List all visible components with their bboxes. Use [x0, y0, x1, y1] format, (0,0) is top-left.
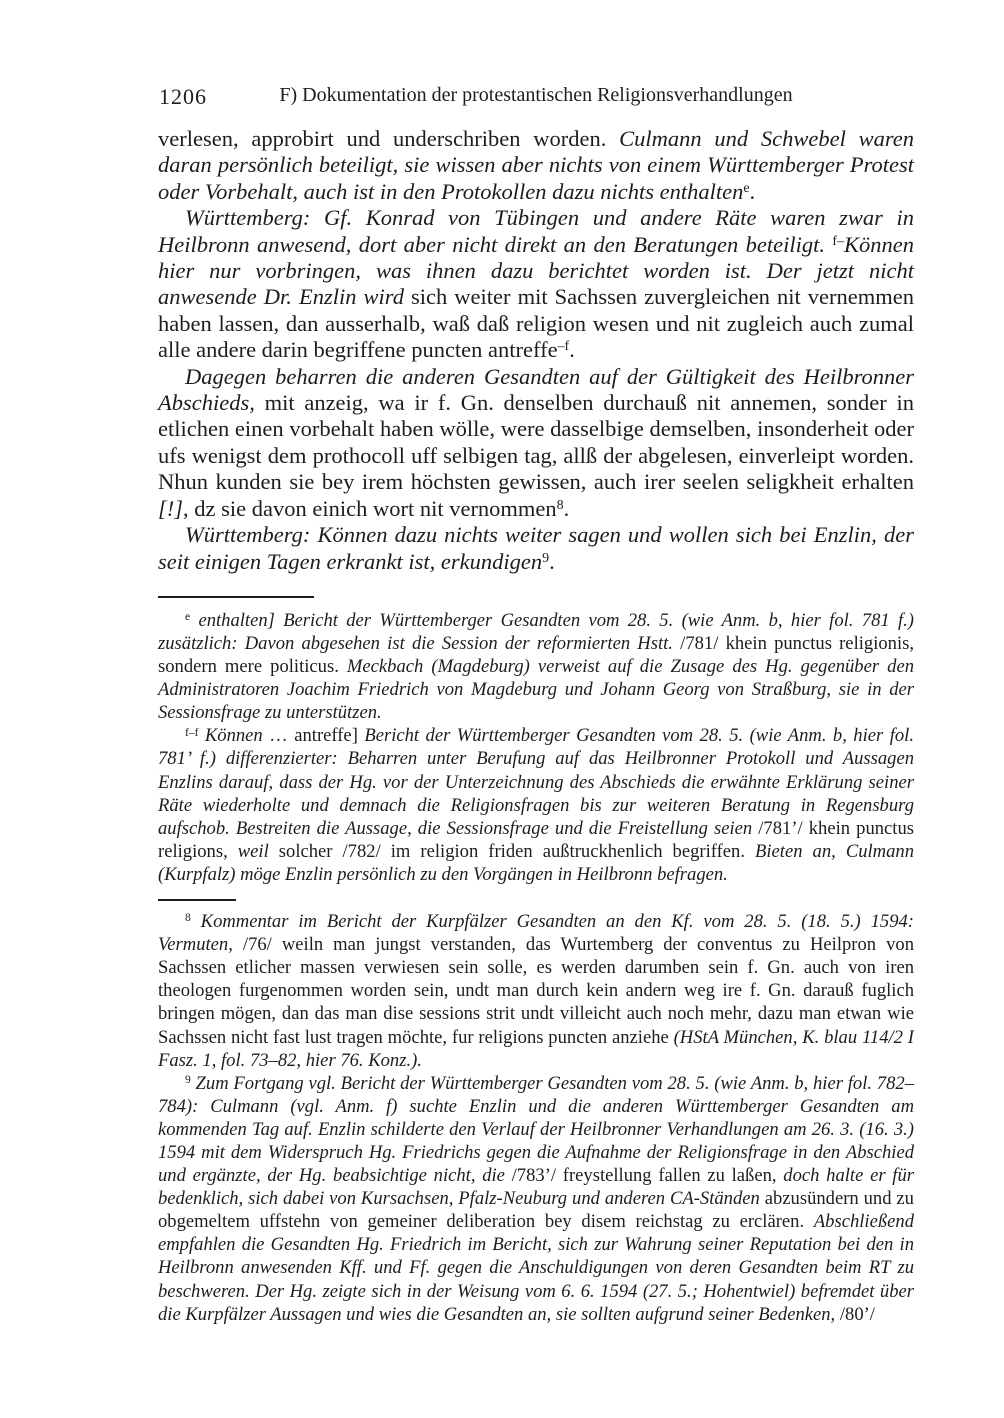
text-run: /781/ khein punctus religionis, sondern mere politicus.: [158, 633, 915, 678]
text-run: Können hier nur vorbringen, was ihnen dazu berichtet worden ist. Der jetzt nicht anwesende Dr. Enzlin wird: [158, 231, 914, 310]
text-run: /781’/ khein punctus religions,: [158, 817, 914, 862]
text-run: Können: [198, 725, 263, 747]
text-column: [158, 84, 914, 1326]
text-run: Württemberg: Gf. Konrad von Tübingen und andere Räte waren zwar in Heilbronn anwesend, dort aber nicht direkt an den Beratungen beteiligt.: [158, 205, 914, 257]
text-run: … antreffe]: [262, 725, 365, 747]
footnote-marker: f–f: [185, 726, 199, 739]
text-run: enthalten] Bericht der Württemberger Gesandten vom 28. 5. (wie Anm. b, hier fol. 781 f.) zusätzlich: Davon abgesehen ist die Session der reformierten Hstt.: [158, 609, 914, 654]
text-run: Dagegen beharren die anderen Gesandten auf der Gültigkeit des Heilbronner Abschieds,: [158, 363, 914, 416]
text-run: /80’/: [839, 1303, 875, 1325]
footnote-marker: e: [743, 180, 750, 196]
footnote-marker: e: [185, 611, 191, 624]
footnote-marker: –f: [557, 339, 570, 355]
letter-footnotes: [158, 609, 914, 886]
text-run: doch halte er für bedenklich, sich dabei von Kursachsen, Pfalz-Neuburg und anderen CA-Ständen: [158, 1165, 914, 1210]
footnote-separator-letters: [158, 596, 314, 598]
text-run: .: [749, 178, 756, 204]
footnote-separator-numbers: [158, 899, 236, 901]
text-run: Zum Fortgang vgl. Bericht der Württemberger Gesandten vom 28. 5. (wie Anm. b, hier fol. 782–784): Culmann (vgl. Anm. f) suchte Enzlin und die anderen Württemberger Gesandten am kommenden Tag auf. Enzlin schilderte den Verlauf der Heilbronner Verhandlungen am 26. 3. (16. 3.) 1594 mit dem Widerspruch Hg. Friedrichs gegen die Aufnahme der Religionsfrage in den Abschied und ergänzte, der Hg. beabsichtige nicht, die: [158, 1072, 914, 1187]
text-run: .: [563, 495, 570, 521]
body-paragraph-2: [158, 205, 914, 363]
text-run: Bieten an, Culmann (Kurpfalz) möge Enzlin persönlich zu den Vorgängen in Heilbronn befragen.: [158, 840, 914, 885]
footnote-f-f: [158, 724, 914, 886]
page-number: 1206: [159, 84, 207, 109]
text-run: Bericht der Württemberger Gesandten vom 28. 5. (wie Anm. b, hier fol. 781’ f.) differenzierter: Beharren unter Berufung auf das Heilbronner Protokoll und Aussagen Enzlins darauf, dass der Hg. vor der Unterzeichnung des Abschieds die erwähnte Erklärung seiner Räte wiederholte und demnach die Religionsfragen bis zur weiteren Beratung in Regensburg aufschob. Bestreiten die Aussage, die Sessionsfrage und die Freistellung seien: [158, 725, 914, 839]
body-paragraph-3: [158, 364, 914, 522]
main-text: [158, 126, 914, 575]
body-paragraph-1: [158, 126, 914, 205]
text-run: Kommentar im Bericht der Kurpfälzer Gesandten an den Kf. vom 28. 5. (18. 5.) 1594: Vermuten,: [158, 911, 914, 956]
footnote-e: [158, 609, 914, 724]
text-run: mit anzeig, wa ir f. Gn. denselben durchauß nit annemen, sonder in etlichen einen vorbehalt haben wölle, were dasselbige demselben, insonderheit oder ufs wenigst dem prothocoll uff selbigen tag, allß der abgelesen, einverleipt worden. Nhun kunden sie bey irem höchsten gewissen, auch irer seelen seligkheit erhalten: [158, 390, 914, 495]
body-paragraph-4: [158, 522, 914, 575]
text-run: abzusündern und zu obgemeltem uffstehn von gemeiner deliberation bey disem reichstag zu erclären.: [158, 1188, 914, 1233]
text-run: , dz sie davon einich wort nit vernommen: [183, 495, 557, 521]
text-run: verlesen, approbirt und underschriben worden.: [158, 126, 620, 151]
text-run: solcher /782/ im religion friden außtruckhenlich begriffen.: [278, 840, 756, 862]
text-run: Abschließend empfahlen die Gesandten Hg. Friedrich im Bericht, sich zur Wahrung seiner Reputation bei den in Heilbronn anwesenden Kff. und Ff. gegen die Anschuldigungen von deren Gesandten beim RT zu beschweren. Der Hg. zeigte sich in der Weisung vom 6. 6. 1594 (27. 5.; Hohentwiel) befremdet über die Kurpfälzer Aussagen und wies die Gesandten an, sie sollten aufgrund seiner Bedenken,: [158, 1211, 914, 1325]
text-run: [!]: [158, 495, 184, 521]
footnote-8: [158, 910, 914, 1072]
text-run: sich weiter mit Sachssen zuvergleichen nit vernemmen haben lassen, dan ausserhalb, waß daß religion wesen und nit zugleich auch zumal alle andere darin begriffene puncten antreffe: [158, 284, 914, 363]
running-head: F) Dokumentation der protestantischen Religionsverhandlungen: [279, 84, 793, 106]
text-run: /76/ weiln man jungst verstanden, das Wurtemberg der conventus zu Heilpron von Sachssen etlicher massen verwiesen sein solle, es werden darumben sein f. Gn. auch von iren theologen furgenommen worden sein, undt man durch kein andern weg ire f. Gn. darauß fuglich bringen mögen, dan das man dise sessions strit undt villeicht auch noch mehr, dazu man etwan wie Sachssen nicht fast lust tragen möchte, fur religions puncten anziehe: [158, 934, 914, 1048]
text-run: Württemberg: Können dazu nichts weiter sagen und wollen sich bei Enzlin, der seit einigen Tagen erkrankt ist, erkundigen: [158, 522, 914, 574]
text-run: .: [569, 337, 575, 363]
text-run: weil: [237, 840, 279, 862]
text-run: Meckbach (Magdeburg) verweist auf die Zusage des Hg. gegenüber den Administratoren Joachim Friedrich von Magdeburg und Johann Georg von Straßburg, sie in der Sessionsfrage zu unterstützen.: [158, 656, 914, 724]
page-header: [158, 84, 914, 111]
footnote-9: [158, 1072, 914, 1326]
footnote-marker: 9: [542, 550, 550, 566]
number-footnotes: [158, 910, 914, 1326]
text-run: (HStA München, K. blau 114/2 I Fasz. 1, fol. 73–82, hier 76. Konz.).: [158, 1026, 914, 1071]
text-run: .: [549, 548, 555, 574]
text-run: Culmann und Schwebel waren daran persönlich beteiligt, sie wissen aber nichts von einem Württemberger Protest oder Vorbehalt, auch ist in den Protokollen dazu nichts enthalten: [158, 126, 914, 204]
footnote-marker: 8: [185, 912, 191, 925]
footnote-marker: f–: [832, 233, 844, 249]
footnote-marker: 9: [185, 1073, 191, 1086]
footnote-marker: 8: [556, 497, 564, 513]
text-run: /783’/ freystellung fallen zu laßen,: [511, 1165, 784, 1187]
